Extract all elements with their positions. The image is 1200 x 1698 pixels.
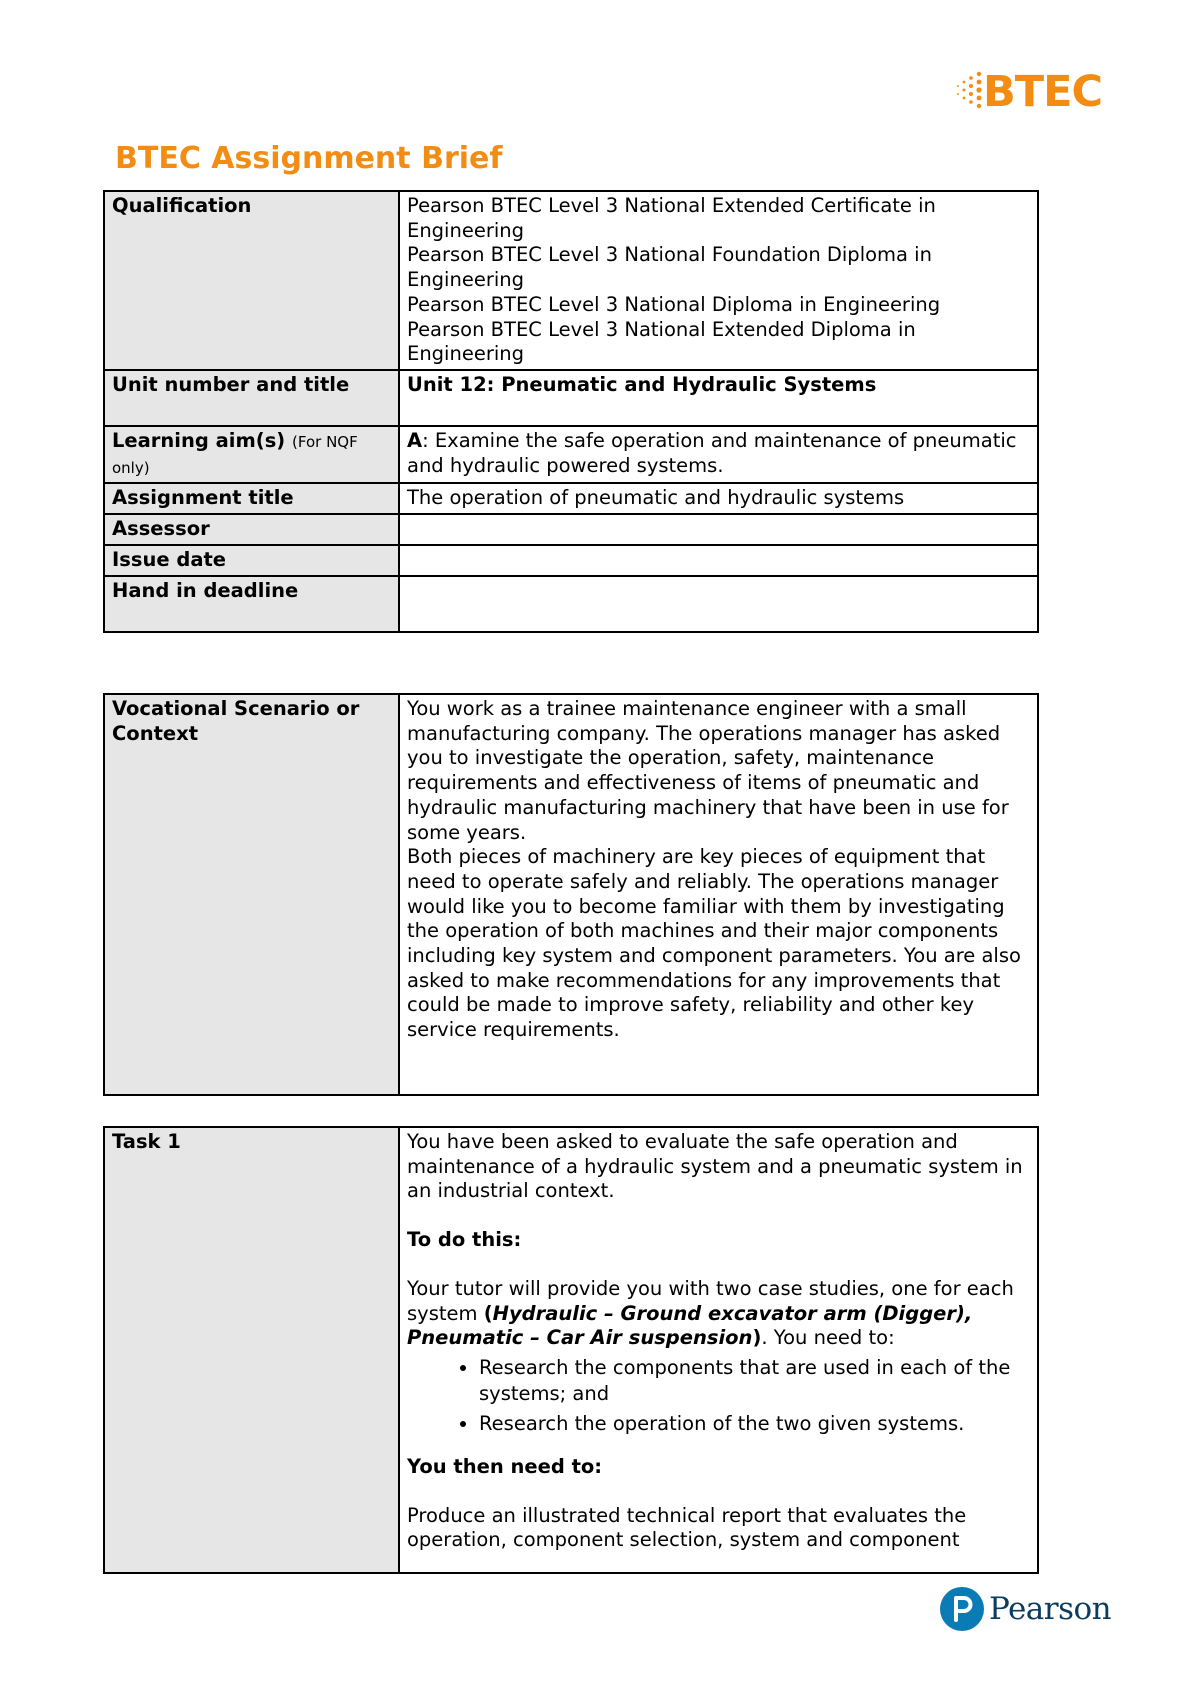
qualification-line: Engineering bbox=[407, 218, 524, 242]
qualification-line: Pearson BTEC Level 3 National Diploma in Engineering bbox=[407, 292, 941, 316]
deadline-label: Hand in deadline bbox=[104, 576, 399, 632]
scenario-table bbox=[103, 693, 1039, 1096]
assignment-title-value: The operation of pneumatic and hydraulic systems bbox=[399, 483, 1038, 514]
issue-date-value bbox=[399, 545, 1038, 576]
page-title: BTEC Assignment Brief bbox=[115, 141, 503, 176]
qualification-line: Engineering bbox=[407, 268, 524, 292]
assignment-title-row bbox=[104, 483, 1038, 514]
scenario-row bbox=[104, 694, 1038, 1095]
learning-aim-text: : Examine the safe operation and maintenance of pneumatic and hydraulic powered systems. bbox=[407, 429, 1017, 477]
task1-report-text: Produce an illustrated technical report that evaluates the operation, component selection, system and component bbox=[407, 1503, 967, 1552]
details-table bbox=[103, 190, 1039, 633]
task1-case-study bbox=[407, 1277, 1030, 1351]
assessor-value bbox=[399, 514, 1038, 545]
task1-intro: You have been asked to evaluate the safe operation and maintenance of a hydraulic system and a pneumatic system in an industrial context. bbox=[407, 1130, 1023, 1203]
task1-row bbox=[104, 1127, 1038, 1573]
qualification-line: Engineering bbox=[407, 342, 524, 366]
task1-bullets bbox=[407, 1355, 1030, 1437]
assignment-title-label: Assignment title bbox=[104, 483, 399, 514]
scenario-value bbox=[399, 694, 1038, 1095]
task1-content bbox=[399, 1127, 1038, 1573]
learning-aim-note: (For NQF only) bbox=[112, 433, 358, 477]
scenario-paragraph: You work as a trainee maintenance engineer with a small manufacturing company. The operations manager has asked you to investigate the operation, safety, maintenance requirements and effectiveness of items of pneumatic and hydraulic manufacturing machinery that have been in use for some years. bbox=[407, 697, 1009, 844]
pearson-logo-text: Pearson bbox=[989, 1591, 1112, 1627]
case-study-close: ) bbox=[752, 1326, 762, 1350]
task1-table bbox=[103, 1126, 1039, 1574]
qualification-label: Qualification bbox=[104, 191, 399, 370]
unit-label: Unit number and title bbox=[104, 370, 399, 426]
deadline-value bbox=[399, 576, 1038, 632]
qualification-line: Pearson BTEC Level 3 National Extended Certificate in bbox=[407, 194, 936, 217]
learning-aim-code: A bbox=[407, 429, 423, 452]
qualification-row bbox=[104, 191, 1038, 370]
unit-value: Unit 12: Pneumatic and Hydraulic Systems bbox=[399, 370, 1038, 426]
learning-aim-value bbox=[399, 426, 1038, 483]
assessor-row bbox=[104, 514, 1038, 545]
btec-logo bbox=[953, 68, 1102, 116]
pearson-logo bbox=[940, 1587, 1111, 1631]
pearson-p-icon bbox=[940, 1587, 984, 1631]
deadline-row bbox=[104, 576, 1038, 632]
qualification-value bbox=[399, 191, 1038, 370]
assessor-label: Assessor bbox=[104, 514, 399, 545]
case-study-systems: Hydraulic – Ground excavator arm (Digger), Pneumatic – Car Air suspension bbox=[407, 1301, 973, 1350]
unit-row bbox=[104, 370, 1038, 426]
qualification-line: Pearson BTEC Level 3 National Foundation Diploma in bbox=[407, 243, 932, 267]
case-study-lead: Your tutor will provide you with two case studies, one for each system bbox=[407, 1276, 1014, 1325]
task1-label: Task 1 bbox=[104, 1127, 399, 1573]
list-item: • Research the operation of the two given systems. bbox=[479, 1411, 1030, 1437]
issue-date-row bbox=[104, 545, 1038, 576]
learning-aim-label-cell bbox=[104, 426, 399, 483]
btec-dots-icon bbox=[953, 68, 983, 116]
learning-aim-label: Learning aim(s) bbox=[112, 429, 286, 452]
list-item: • Research the components that are used in each of the systems; and bbox=[479, 1355, 1030, 1407]
case-study-tail: . You need to: bbox=[761, 1326, 895, 1350]
learning-aim-row bbox=[104, 426, 1038, 483]
task1-todo-heading: To do this: bbox=[407, 1228, 522, 1252]
case-study-open: ( bbox=[483, 1301, 493, 1325]
btec-logo-text: BTEC bbox=[983, 66, 1103, 117]
task1-then-heading: You then need to: bbox=[407, 1454, 603, 1478]
issue-date-label: Issue date bbox=[104, 545, 399, 576]
scenario-label: Vocational Scenario or Context bbox=[104, 694, 399, 1095]
qualification-line: Pearson BTEC Level 3 National Extended Diploma in bbox=[407, 317, 916, 341]
scenario-paragraph: Both pieces of machinery are key pieces of equipment that need to operate safely and reliably. The operations manager would like you to become familiar with them by investigating the operation of both machines and their major components including key system and component parameters. You are also asked to make recommendations for any improvements that could be made to improve safety, reliability and other key service requirements. bbox=[407, 845, 1021, 1042]
